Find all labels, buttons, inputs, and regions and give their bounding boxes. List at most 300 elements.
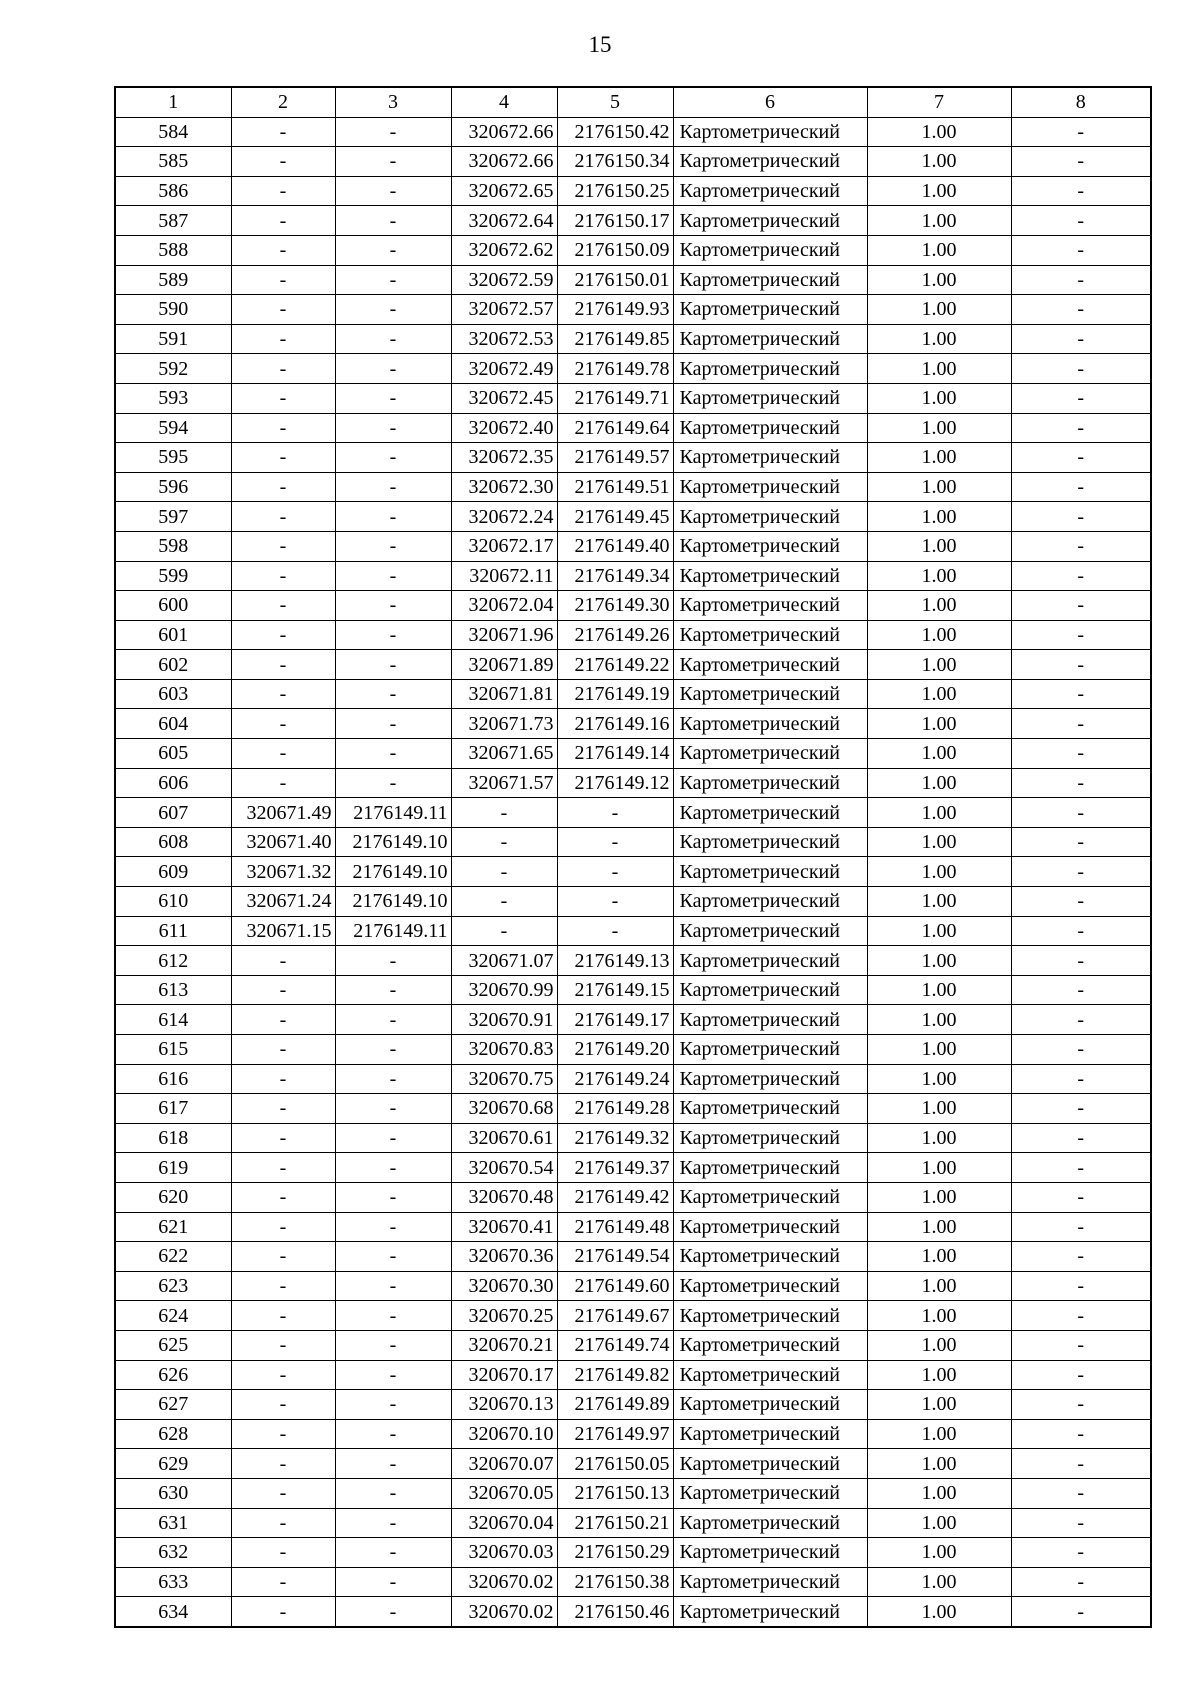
table-row (115, 1005, 1151, 1035)
y-old-cell: - (335, 531, 451, 561)
method-cell: Картометрический (673, 679, 867, 709)
x-new-cell: 320670.61 (451, 1123, 557, 1153)
accuracy-cell: 1.00 (867, 206, 1011, 236)
x-old-cell: - (231, 946, 335, 976)
accuracy-cell: 1.00 (867, 1212, 1011, 1242)
x-old-cell: - (231, 531, 335, 561)
description-cell: - (1011, 443, 1151, 473)
x-new-cell: 320672.11 (451, 561, 557, 591)
y-old-cell: - (335, 1419, 451, 1449)
description-cell: - (1011, 1094, 1151, 1124)
accuracy-cell: 1.00 (867, 1478, 1011, 1508)
x-old-cell: - (231, 1094, 335, 1124)
table-row (115, 443, 1151, 473)
table-row (115, 768, 1151, 798)
column-header: 7 (867, 87, 1011, 117)
description-cell: - (1011, 206, 1151, 236)
description-cell: - (1011, 413, 1151, 443)
column-header: 6 (673, 87, 867, 117)
y-new-cell: - (557, 857, 673, 887)
description-cell: - (1011, 650, 1151, 680)
y-new-cell: 2176149.37 (557, 1153, 673, 1183)
y-old-cell: - (335, 591, 451, 621)
accuracy-cell: 1.00 (867, 383, 1011, 413)
table-row (115, 1449, 1151, 1479)
table-row (115, 1094, 1151, 1124)
x-old-cell: - (231, 1449, 335, 1479)
y-old-cell: - (335, 443, 451, 473)
y-new-cell: 2176149.82 (557, 1360, 673, 1390)
x-new-cell: 320671.89 (451, 650, 557, 680)
x-new-cell: 320671.65 (451, 739, 557, 769)
y-old-cell: - (335, 1271, 451, 1301)
point-number-cell: 615 (115, 1035, 231, 1065)
x-new-cell: 320670.21 (451, 1330, 557, 1360)
table-row (115, 975, 1151, 1005)
x-old-cell: - (231, 176, 335, 206)
point-number-cell: 629 (115, 1449, 231, 1479)
accuracy-cell: 1.00 (867, 1271, 1011, 1301)
y-old-cell: - (335, 1538, 451, 1568)
y-new-cell: 2176149.19 (557, 679, 673, 709)
accuracy-cell: 1.00 (867, 946, 1011, 976)
y-old-cell: - (335, 739, 451, 769)
x-new-cell: 320670.48 (451, 1182, 557, 1212)
x-old-cell: - (231, 413, 335, 443)
y-old-cell: - (335, 1597, 451, 1627)
y-new-cell: 2176149.26 (557, 620, 673, 650)
x-old-cell: - (231, 1478, 335, 1508)
y-old-cell: - (335, 1094, 451, 1124)
description-cell: - (1011, 709, 1151, 739)
x-old-cell: 320671.32 (231, 857, 335, 887)
y-new-cell: 2176150.21 (557, 1508, 673, 1538)
y-new-cell: 2176149.64 (557, 413, 673, 443)
y-old-cell: - (335, 620, 451, 650)
x-old-cell: - (231, 472, 335, 502)
table-row (115, 561, 1151, 591)
method-cell: Картометрический (673, 295, 867, 325)
y-old-cell: - (335, 147, 451, 177)
description-cell: - (1011, 946, 1151, 976)
x-new-cell: - (451, 887, 557, 917)
y-old-cell: - (335, 1478, 451, 1508)
x-old-cell: - (231, 679, 335, 709)
y-old-cell: - (335, 1242, 451, 1272)
method-cell: Картометрический (673, 1271, 867, 1301)
method-cell: Картометрический (673, 739, 867, 769)
table-row (115, 1597, 1151, 1627)
y-old-cell: - (335, 1035, 451, 1065)
y-new-cell: 2176150.42 (557, 117, 673, 147)
table-row (115, 857, 1151, 887)
x-new-cell: 320672.04 (451, 591, 557, 621)
description-cell: - (1011, 591, 1151, 621)
x-new-cell: 320671.81 (451, 679, 557, 709)
accuracy-cell: 1.00 (867, 531, 1011, 561)
description-cell: - (1011, 531, 1151, 561)
x-new-cell: 320672.30 (451, 472, 557, 502)
accuracy-cell: 1.00 (867, 295, 1011, 325)
y-old-cell: - (335, 1330, 451, 1360)
table-row (115, 1330, 1151, 1360)
table-row (115, 798, 1151, 828)
accuracy-cell: 1.00 (867, 265, 1011, 295)
y-old-cell: - (335, 679, 451, 709)
table-row (115, 265, 1151, 295)
description-cell: - (1011, 383, 1151, 413)
y-new-cell: 2176149.93 (557, 295, 673, 325)
coordinates-table (114, 86, 1152, 1628)
y-old-cell: - (335, 117, 451, 147)
x-old-cell: - (231, 1005, 335, 1035)
description-cell: - (1011, 1360, 1151, 1390)
table-row (115, 1271, 1151, 1301)
y-new-cell: 2176149.67 (557, 1301, 673, 1331)
table-row (115, 1064, 1151, 1094)
x-old-cell: - (231, 265, 335, 295)
point-number-cell: 596 (115, 472, 231, 502)
description-cell: - (1011, 1035, 1151, 1065)
accuracy-cell: 1.00 (867, 857, 1011, 887)
y-old-cell: - (335, 650, 451, 680)
accuracy-cell: 1.00 (867, 798, 1011, 828)
y-new-cell: 2176149.54 (557, 1242, 673, 1272)
method-cell: Картометрический (673, 531, 867, 561)
table-row (115, 1212, 1151, 1242)
point-number-cell: 602 (115, 650, 231, 680)
x-old-cell: - (231, 1301, 335, 1331)
method-cell: Картометрический (673, 324, 867, 354)
description-cell: - (1011, 117, 1151, 147)
point-number-cell: 597 (115, 502, 231, 532)
method-cell: Картометрический (673, 1182, 867, 1212)
accuracy-cell: 1.00 (867, 739, 1011, 769)
method-cell: Картометрический (673, 857, 867, 887)
y-old-cell: - (335, 1005, 451, 1035)
description-cell: - (1011, 620, 1151, 650)
point-number-cell: 611 (115, 916, 231, 946)
table-row (115, 472, 1151, 502)
table-row (115, 591, 1151, 621)
accuracy-cell: 1.00 (867, 472, 1011, 502)
point-number-cell: 621 (115, 1212, 231, 1242)
y-old-cell: - (335, 768, 451, 798)
description-cell: - (1011, 502, 1151, 532)
x-old-cell: - (231, 709, 335, 739)
table-row (115, 1301, 1151, 1331)
method-cell: Картометрический (673, 1567, 867, 1597)
x-new-cell: 320671.96 (451, 620, 557, 650)
table-row (115, 1242, 1151, 1272)
accuracy-cell: 1.00 (867, 235, 1011, 265)
point-number-cell: 612 (115, 946, 231, 976)
method-cell: Картометрический (673, 946, 867, 976)
x-new-cell: 320670.41 (451, 1212, 557, 1242)
x-new-cell: 320670.68 (451, 1094, 557, 1124)
method-cell: Картометрический (673, 827, 867, 857)
x-old-cell: - (231, 1212, 335, 1242)
method-cell: Картометрический (673, 354, 867, 384)
y-new-cell: 2176149.14 (557, 739, 673, 769)
point-number-cell: 627 (115, 1390, 231, 1420)
x-old-cell: - (231, 561, 335, 591)
x-old-cell: - (231, 1064, 335, 1094)
y-old-cell: - (335, 1360, 451, 1390)
method-cell: Картометрический (673, 798, 867, 828)
table-row (115, 1123, 1151, 1153)
point-number-cell: 601 (115, 620, 231, 650)
description-cell: - (1011, 1271, 1151, 1301)
x-old-cell: - (231, 620, 335, 650)
x-old-cell: 320671.49 (231, 798, 335, 828)
method-cell: Картометрический (673, 176, 867, 206)
table-row (115, 1567, 1151, 1597)
x-old-cell: - (231, 768, 335, 798)
point-number-cell: 623 (115, 1271, 231, 1301)
x-old-cell: - (231, 1360, 335, 1390)
method-cell: Картометрический (673, 1597, 867, 1627)
x-old-cell: 320671.15 (231, 916, 335, 946)
method-cell: Картометрический (673, 650, 867, 680)
description-cell: - (1011, 561, 1151, 591)
description-cell: - (1011, 768, 1151, 798)
x-new-cell: 320670.17 (451, 1360, 557, 1390)
accuracy-cell: 1.00 (867, 117, 1011, 147)
x-old-cell: - (231, 1538, 335, 1568)
table-row (115, 354, 1151, 384)
x-new-cell: 320672.62 (451, 235, 557, 265)
x-new-cell: 320672.59 (451, 265, 557, 295)
y-new-cell: 2176149.12 (557, 768, 673, 798)
table-row (115, 887, 1151, 917)
x-new-cell: 320670.04 (451, 1508, 557, 1538)
table-row (115, 1508, 1151, 1538)
accuracy-cell: 1.00 (867, 1360, 1011, 1390)
accuracy-cell: 1.00 (867, 1035, 1011, 1065)
point-number-cell: 604 (115, 709, 231, 739)
description-cell: - (1011, 1242, 1151, 1272)
point-number-cell: 591 (115, 324, 231, 354)
point-number-cell: 619 (115, 1153, 231, 1183)
y-new-cell: 2176150.29 (557, 1538, 673, 1568)
method-cell: Картометрический (673, 1242, 867, 1272)
column-header: 4 (451, 87, 557, 117)
column-header: 1 (115, 87, 231, 117)
x-new-cell: - (451, 827, 557, 857)
y-new-cell: 2176149.51 (557, 472, 673, 502)
method-cell: Картометрический (673, 916, 867, 946)
x-old-cell: - (231, 1242, 335, 1272)
accuracy-cell: 1.00 (867, 1390, 1011, 1420)
y-new-cell: 2176149.24 (557, 1064, 673, 1094)
description-cell: - (1011, 1005, 1151, 1035)
x-old-cell: - (231, 1597, 335, 1627)
table-row (115, 1182, 1151, 1212)
description-cell: - (1011, 1478, 1151, 1508)
method-cell: Картометрический (673, 147, 867, 177)
description-cell: - (1011, 1419, 1151, 1449)
y-new-cell: 2176150.34 (557, 147, 673, 177)
y-new-cell: - (557, 887, 673, 917)
x-new-cell: 320670.54 (451, 1153, 557, 1183)
x-old-cell: - (231, 502, 335, 532)
point-number-cell: 595 (115, 443, 231, 473)
y-old-cell: - (335, 176, 451, 206)
method-cell: Картометрический (673, 472, 867, 502)
x-old-cell: 320671.24 (231, 887, 335, 917)
description-cell: - (1011, 975, 1151, 1005)
y-old-cell: - (335, 383, 451, 413)
method-cell: Картометрический (673, 620, 867, 650)
accuracy-cell: 1.00 (867, 827, 1011, 857)
x-old-cell: - (231, 1035, 335, 1065)
table-row (115, 295, 1151, 325)
method-cell: Картометрический (673, 1538, 867, 1568)
column-header: 5 (557, 87, 673, 117)
table-body (115, 117, 1151, 1627)
accuracy-cell: 1.00 (867, 620, 1011, 650)
x-new-cell: 320672.35 (451, 443, 557, 473)
method-cell: Картометрический (673, 591, 867, 621)
x-new-cell: 320672.49 (451, 354, 557, 384)
y-new-cell: - (557, 798, 673, 828)
method-cell: Картометрический (673, 383, 867, 413)
y-new-cell: 2176149.15 (557, 975, 673, 1005)
point-number-cell: 625 (115, 1330, 231, 1360)
y-old-cell: - (335, 354, 451, 384)
point-number-cell: 594 (115, 413, 231, 443)
y-new-cell: 2176150.09 (557, 235, 673, 265)
description-cell: - (1011, 827, 1151, 857)
x-new-cell: 320670.13 (451, 1390, 557, 1420)
accuracy-cell: 1.00 (867, 1449, 1011, 1479)
page-number: 15 (588, 32, 612, 57)
table-row (115, 531, 1151, 561)
x-new-cell: 320670.05 (451, 1478, 557, 1508)
method-cell: Картометрический (673, 1064, 867, 1094)
x-new-cell: 320670.10 (451, 1419, 557, 1449)
method-cell: Картометрический (673, 1094, 867, 1124)
x-old-cell: - (231, 1271, 335, 1301)
method-cell: Картометрический (673, 117, 867, 147)
x-old-cell: - (231, 1419, 335, 1449)
point-number-cell: 605 (115, 739, 231, 769)
x-old-cell: - (231, 443, 335, 473)
column-header: 2 (231, 87, 335, 117)
point-number-cell: 589 (115, 265, 231, 295)
description-cell: - (1011, 1508, 1151, 1538)
x-new-cell: 320672.53 (451, 324, 557, 354)
x-new-cell: 320670.25 (451, 1301, 557, 1331)
method-cell: Картометрический (673, 265, 867, 295)
description-cell: - (1011, 1449, 1151, 1479)
x-old-cell: - (231, 295, 335, 325)
description-cell: - (1011, 1123, 1151, 1153)
description-cell: - (1011, 147, 1151, 177)
y-old-cell: - (335, 472, 451, 502)
x-new-cell: 320672.57 (451, 295, 557, 325)
point-number-cell: 613 (115, 975, 231, 1005)
x-new-cell: 320672.66 (451, 147, 557, 177)
y-new-cell: 2176149.30 (557, 591, 673, 621)
description-cell: - (1011, 1301, 1151, 1331)
point-number-cell: 588 (115, 235, 231, 265)
y-old-cell: 2176149.11 (335, 916, 451, 946)
y-old-cell: - (335, 295, 451, 325)
method-cell: Картометрический (673, 1330, 867, 1360)
x-new-cell: 320670.36 (451, 1242, 557, 1272)
y-new-cell: - (557, 827, 673, 857)
method-cell: Картометрический (673, 1005, 867, 1035)
accuracy-cell: 1.00 (867, 1419, 1011, 1449)
table-row (115, 413, 1151, 443)
method-cell: Картометрический (673, 1153, 867, 1183)
x-new-cell: 320672.66 (451, 117, 557, 147)
point-number-cell: 592 (115, 354, 231, 384)
x-old-cell: - (231, 147, 335, 177)
method-cell: Картометрический (673, 413, 867, 443)
point-number-cell: 610 (115, 887, 231, 917)
x-new-cell: 320671.57 (451, 768, 557, 798)
accuracy-cell: 1.00 (867, 1538, 1011, 1568)
table-row (115, 1153, 1151, 1183)
accuracy-cell: 1.00 (867, 975, 1011, 1005)
x-new-cell: 320672.24 (451, 502, 557, 532)
accuracy-cell: 1.00 (867, 1567, 1011, 1597)
table-row (115, 176, 1151, 206)
y-old-cell: - (335, 324, 451, 354)
y-old-cell: - (335, 1064, 451, 1094)
method-cell: Картометрический (673, 1212, 867, 1242)
y-new-cell: 2176150.01 (557, 265, 673, 295)
description-cell: - (1011, 472, 1151, 502)
method-cell: Картометрический (673, 1419, 867, 1449)
method-cell: Картометрический (673, 206, 867, 236)
column-header: 8 (1011, 87, 1151, 117)
x-new-cell: - (451, 798, 557, 828)
x-old-cell: 320671.40 (231, 827, 335, 857)
table-row (115, 235, 1151, 265)
x-new-cell: 320672.45 (451, 383, 557, 413)
description-cell: - (1011, 1153, 1151, 1183)
description-cell: - (1011, 857, 1151, 887)
point-number-cell: 628 (115, 1419, 231, 1449)
point-number-cell: 585 (115, 147, 231, 177)
table-row (115, 946, 1151, 976)
accuracy-cell: 1.00 (867, 709, 1011, 739)
x-old-cell: - (231, 1182, 335, 1212)
point-number-cell: 630 (115, 1478, 231, 1508)
y-old-cell: 2176149.10 (335, 887, 451, 917)
method-cell: Картометрический (673, 1390, 867, 1420)
method-cell: Картометрический (673, 887, 867, 917)
x-new-cell: 320670.03 (451, 1538, 557, 1568)
method-cell: Картометрический (673, 1360, 867, 1390)
y-new-cell: 2176150.46 (557, 1597, 673, 1627)
description-cell: - (1011, 235, 1151, 265)
point-number-cell: 586 (115, 176, 231, 206)
accuracy-cell: 1.00 (867, 1123, 1011, 1153)
y-new-cell: 2176150.25 (557, 176, 673, 206)
accuracy-cell: 1.00 (867, 354, 1011, 384)
y-old-cell: - (335, 1390, 451, 1420)
x-new-cell: 320672.65 (451, 176, 557, 206)
point-number-cell: 600 (115, 591, 231, 621)
accuracy-cell: 1.00 (867, 1094, 1011, 1124)
point-number-cell: 624 (115, 1301, 231, 1331)
accuracy-cell: 1.00 (867, 147, 1011, 177)
